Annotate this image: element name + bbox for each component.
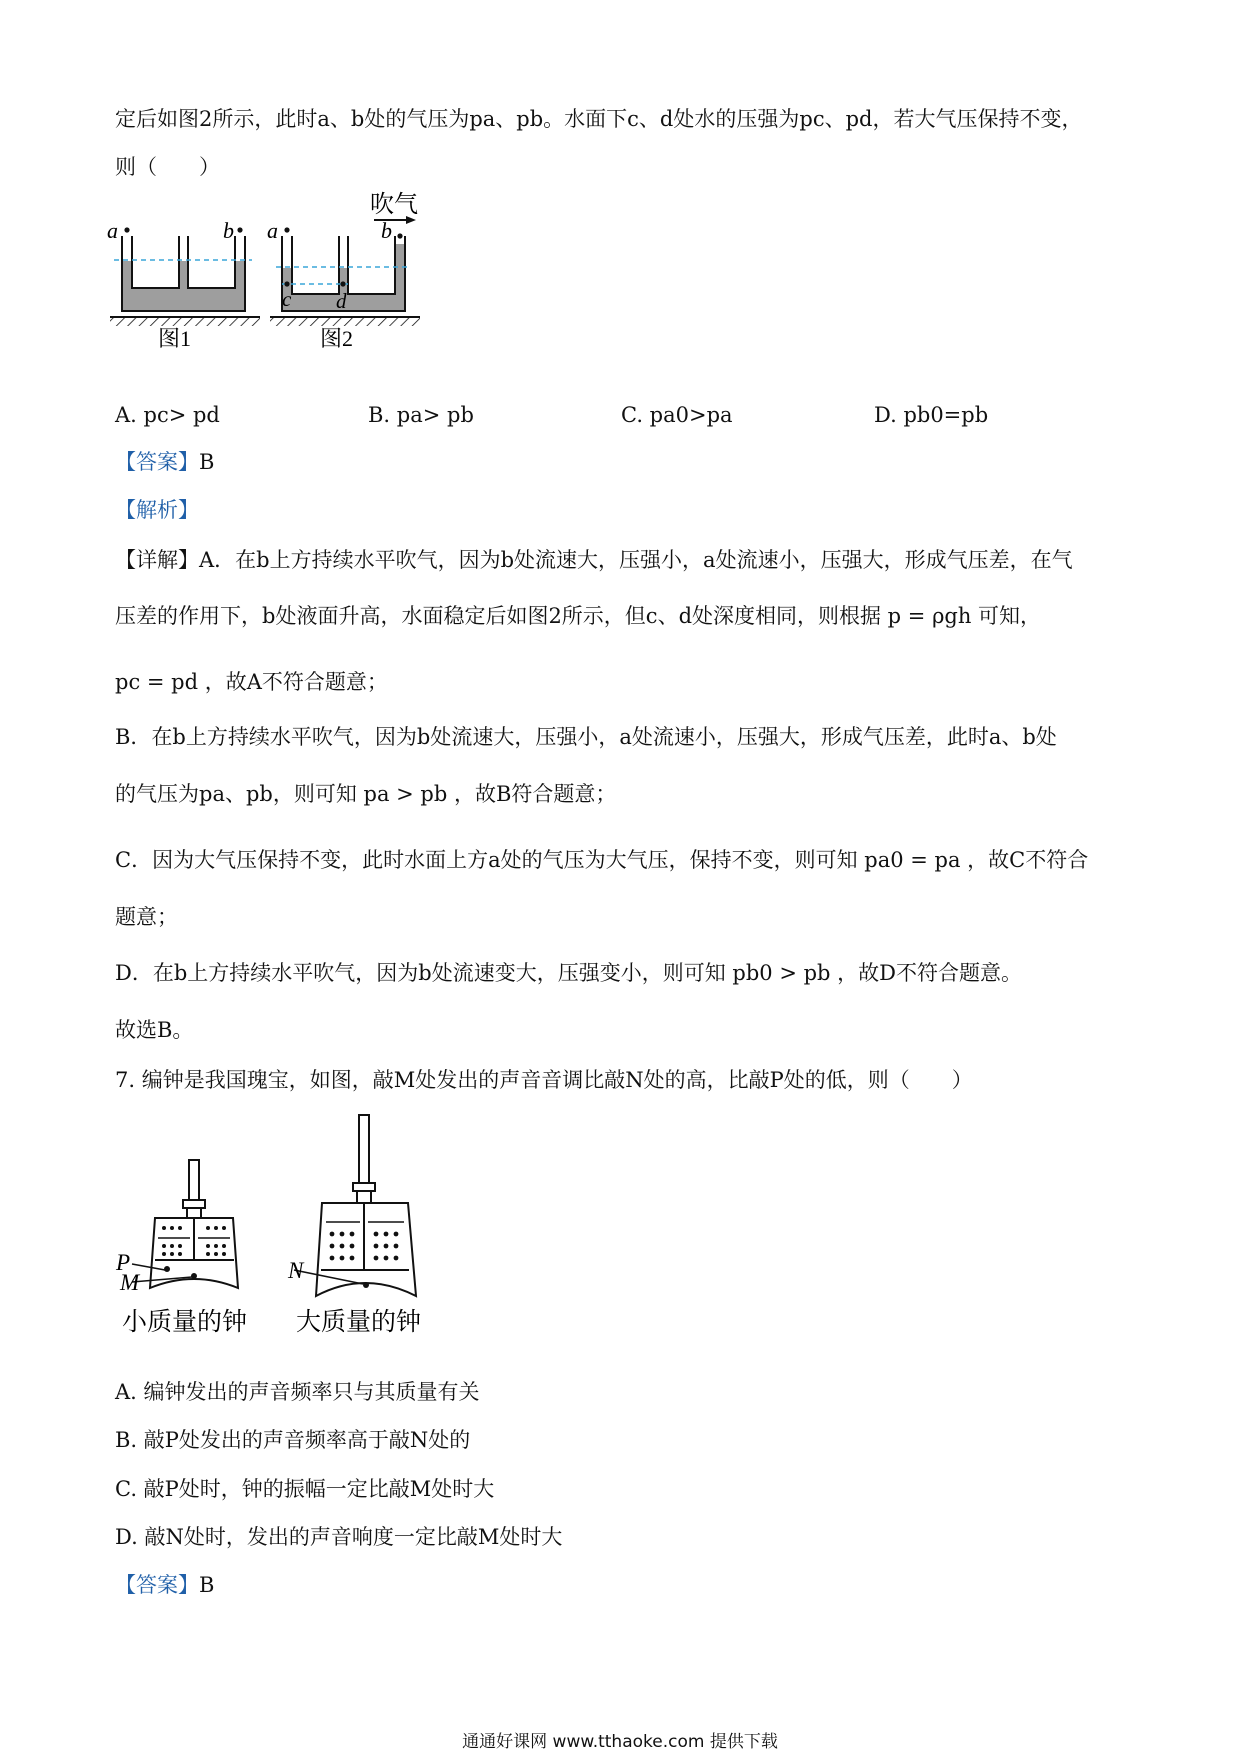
- answer-tag: 【答案】: [115, 450, 199, 474]
- detail-text-1: A．在b上方持续水平吹气，因为b处流速大，压强小，a处流速小，压强大，形成气压差，在气: [199, 548, 1073, 572]
- detail-line-7: 题意；: [115, 905, 178, 929]
- small-bell-caption: 小质量的钟: [122, 1309, 248, 1336]
- detail-line-8: D．在b上方持续水平吹气，因为b处流速变大，压强变小，则可知 pb0 > pb ，故D不符合题意。: [115, 961, 1022, 985]
- label-blow: 吹气: [370, 192, 418, 218]
- label-c: c: [282, 287, 292, 311]
- label-d: d: [336, 289, 347, 313]
- small-bell: [115, 1160, 247, 1336]
- water-fig1: [123, 288, 244, 310]
- label-P: P: [116, 1250, 131, 1275]
- q7-option-c: C. 敲P处时，钟的振幅一定比敲M处时大: [115, 1477, 495, 1501]
- caption-fig2: 图2: [320, 326, 354, 351]
- answer-value: B: [199, 450, 215, 474]
- answer7-value: B: [199, 1573, 215, 1597]
- figure-1: [107, 218, 260, 351]
- text-line-2: 则（ ）: [115, 155, 220, 179]
- large-bell-caption: 大质量的钟: [296, 1309, 422, 1336]
- detail-line-4: B．在b上方持续水平吹气，因为b处流速大，压强小，a处流速小，压强大，形成气压差，此时a、b处: [115, 725, 1057, 749]
- footer[interactable]: 通通好课网 www.tthaoke.com 提供下载: [462, 1732, 778, 1752]
- detail-line-3: pc = pd ，故A不符合题意；: [115, 670, 388, 694]
- text-line-1: 定后如图2所示，此时a、b处的气压为pa、pb。水面下c、d处水的压强为pc、pd，若大气压保持不变，: [115, 107, 1083, 131]
- detail-tag: 【详解】: [115, 548, 199, 572]
- label-a1: a: [107, 218, 118, 243]
- answer7-tag: 【答案】: [115, 1573, 199, 1597]
- q6-option-a: A. pc> pd: [115, 403, 220, 427]
- q7-option-a: A. 编钟发出的声音频率只与其质量有关: [115, 1380, 480, 1404]
- label-M: M: [120, 1270, 140, 1295]
- answer-6: [115, 447, 214, 477]
- label-b2: b: [381, 218, 392, 243]
- large-bell: [287, 1115, 421, 1336]
- detail-line-5: 的气压为pa、pb，则可知 pa > pb ，故B符合题意；: [115, 782, 617, 806]
- q7-option-d: D. 敲N处时，发出的声音响度一定比敲M处时大: [115, 1525, 563, 1549]
- detail-line-6: C．因为大气压保持不变，此时水面上方a处的气压为大气压，保持不变，则可知 pa0 = pa ，故C不符合: [115, 848, 1089, 872]
- u-tube-figure: [107, 192, 460, 386]
- q7-stem: 7. 编钟是我国瑰宝，如图，敲M处发出的声音音调比敲N处的高，比敲P处的低，则（ ）: [115, 1068, 973, 1092]
- q7-option-b: B. 敲P处发出的声音频率高于敲N处的: [115, 1428, 471, 1452]
- label-b1: b: [223, 218, 234, 243]
- q6-option-d: D. pb0=pb: [874, 403, 989, 427]
- q6-option-c: C. pa0>pa: [621, 403, 733, 427]
- q6-option-b: B. pa> pb: [368, 403, 474, 427]
- detail-line-2: 压差的作用下，b处液面升高，水面稳定后如图2所示，但c、d处深度相同，则根据 p = ρgh 可知，: [115, 604, 1042, 628]
- label-a2: a: [267, 218, 278, 243]
- label-N: N: [288, 1258, 304, 1283]
- analysis-tag: 【解析】: [115, 498, 199, 522]
- caption-fig1: 图1: [158, 326, 192, 351]
- detail-line-1: [115, 545, 1073, 575]
- bells-figure: [110, 1110, 450, 1360]
- answer-7: [115, 1570, 214, 1600]
- detail-line-9: 故选B。: [115, 1018, 194, 1042]
- figure-2: [267, 191, 420, 351]
- point-a1: [124, 227, 129, 232]
- point-b1: [237, 227, 242, 232]
